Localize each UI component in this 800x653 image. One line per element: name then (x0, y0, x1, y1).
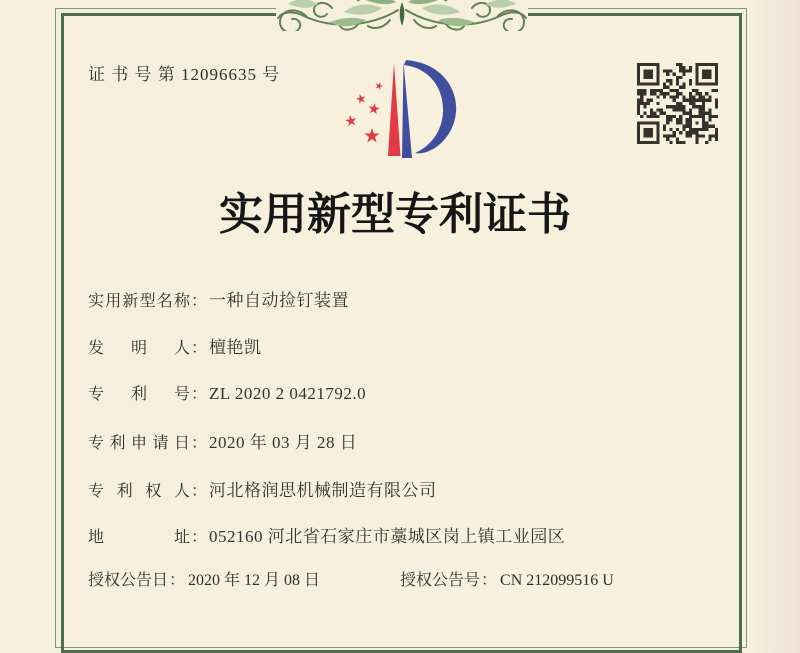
field-row-utility-model-name (88, 286, 349, 311)
field-label: 专利申请日 (88, 435, 190, 452)
colon: ： (191, 386, 208, 403)
field-value: 一种自动捡钉装置 (209, 291, 350, 310)
patent-office-logo (330, 55, 470, 170)
field-label: 专利号 (88, 386, 190, 403)
field-value: ZL 2020 2 0421792.0 (209, 384, 367, 403)
colon: ： (481, 572, 498, 589)
grant-date-row (88, 567, 320, 590)
grant-number-value: CN 212099516 U (500, 572, 614, 589)
certificate-number: 证 书 号 第 12096635 号 (88, 65, 281, 84)
colon: ： (191, 529, 208, 546)
field-row-address (88, 522, 565, 547)
field-row-filing-date (88, 428, 357, 453)
field-value: 052160 河北省石家庄市藁城区岗上镇工业园区 (209, 527, 566, 546)
field-label: 实用新型名称 (88, 293, 190, 310)
colon: ： (169, 572, 186, 589)
field-row-inventor (88, 333, 262, 358)
colon: ： (191, 340, 208, 357)
colon: ： (191, 435, 208, 452)
cnipa-logo-icon (330, 55, 470, 170)
field-value: 檀艳凯 (209, 338, 262, 357)
top-flourish-ornament (276, 0, 528, 31)
qr-code (637, 63, 718, 144)
grant-number-label: 授权公告号 (400, 572, 481, 589)
qr-code-icon (637, 63, 718, 144)
colon: ： (191, 293, 208, 310)
field-row-patentee (88, 476, 437, 501)
field-label: 专利权人 (88, 483, 190, 500)
grant-date-label: 授权公告日 (88, 572, 169, 589)
certificate-title: 实用新型专利证书 (219, 190, 571, 239)
field-row-patent-number (88, 381, 366, 404)
field-value: 河北格润思机械制造有限公司 (209, 481, 437, 500)
grant-number-row (400, 567, 614, 590)
field-label: 发明人 (88, 340, 190, 357)
field-label: 地址 (88, 529, 190, 546)
colon: ： (191, 483, 208, 500)
field-value: 2020 年 03 月 28 日 (209, 433, 358, 452)
grant-date-value: 2020 年 12 月 08 日 (188, 572, 321, 589)
green-flourish-icon (276, 0, 528, 31)
